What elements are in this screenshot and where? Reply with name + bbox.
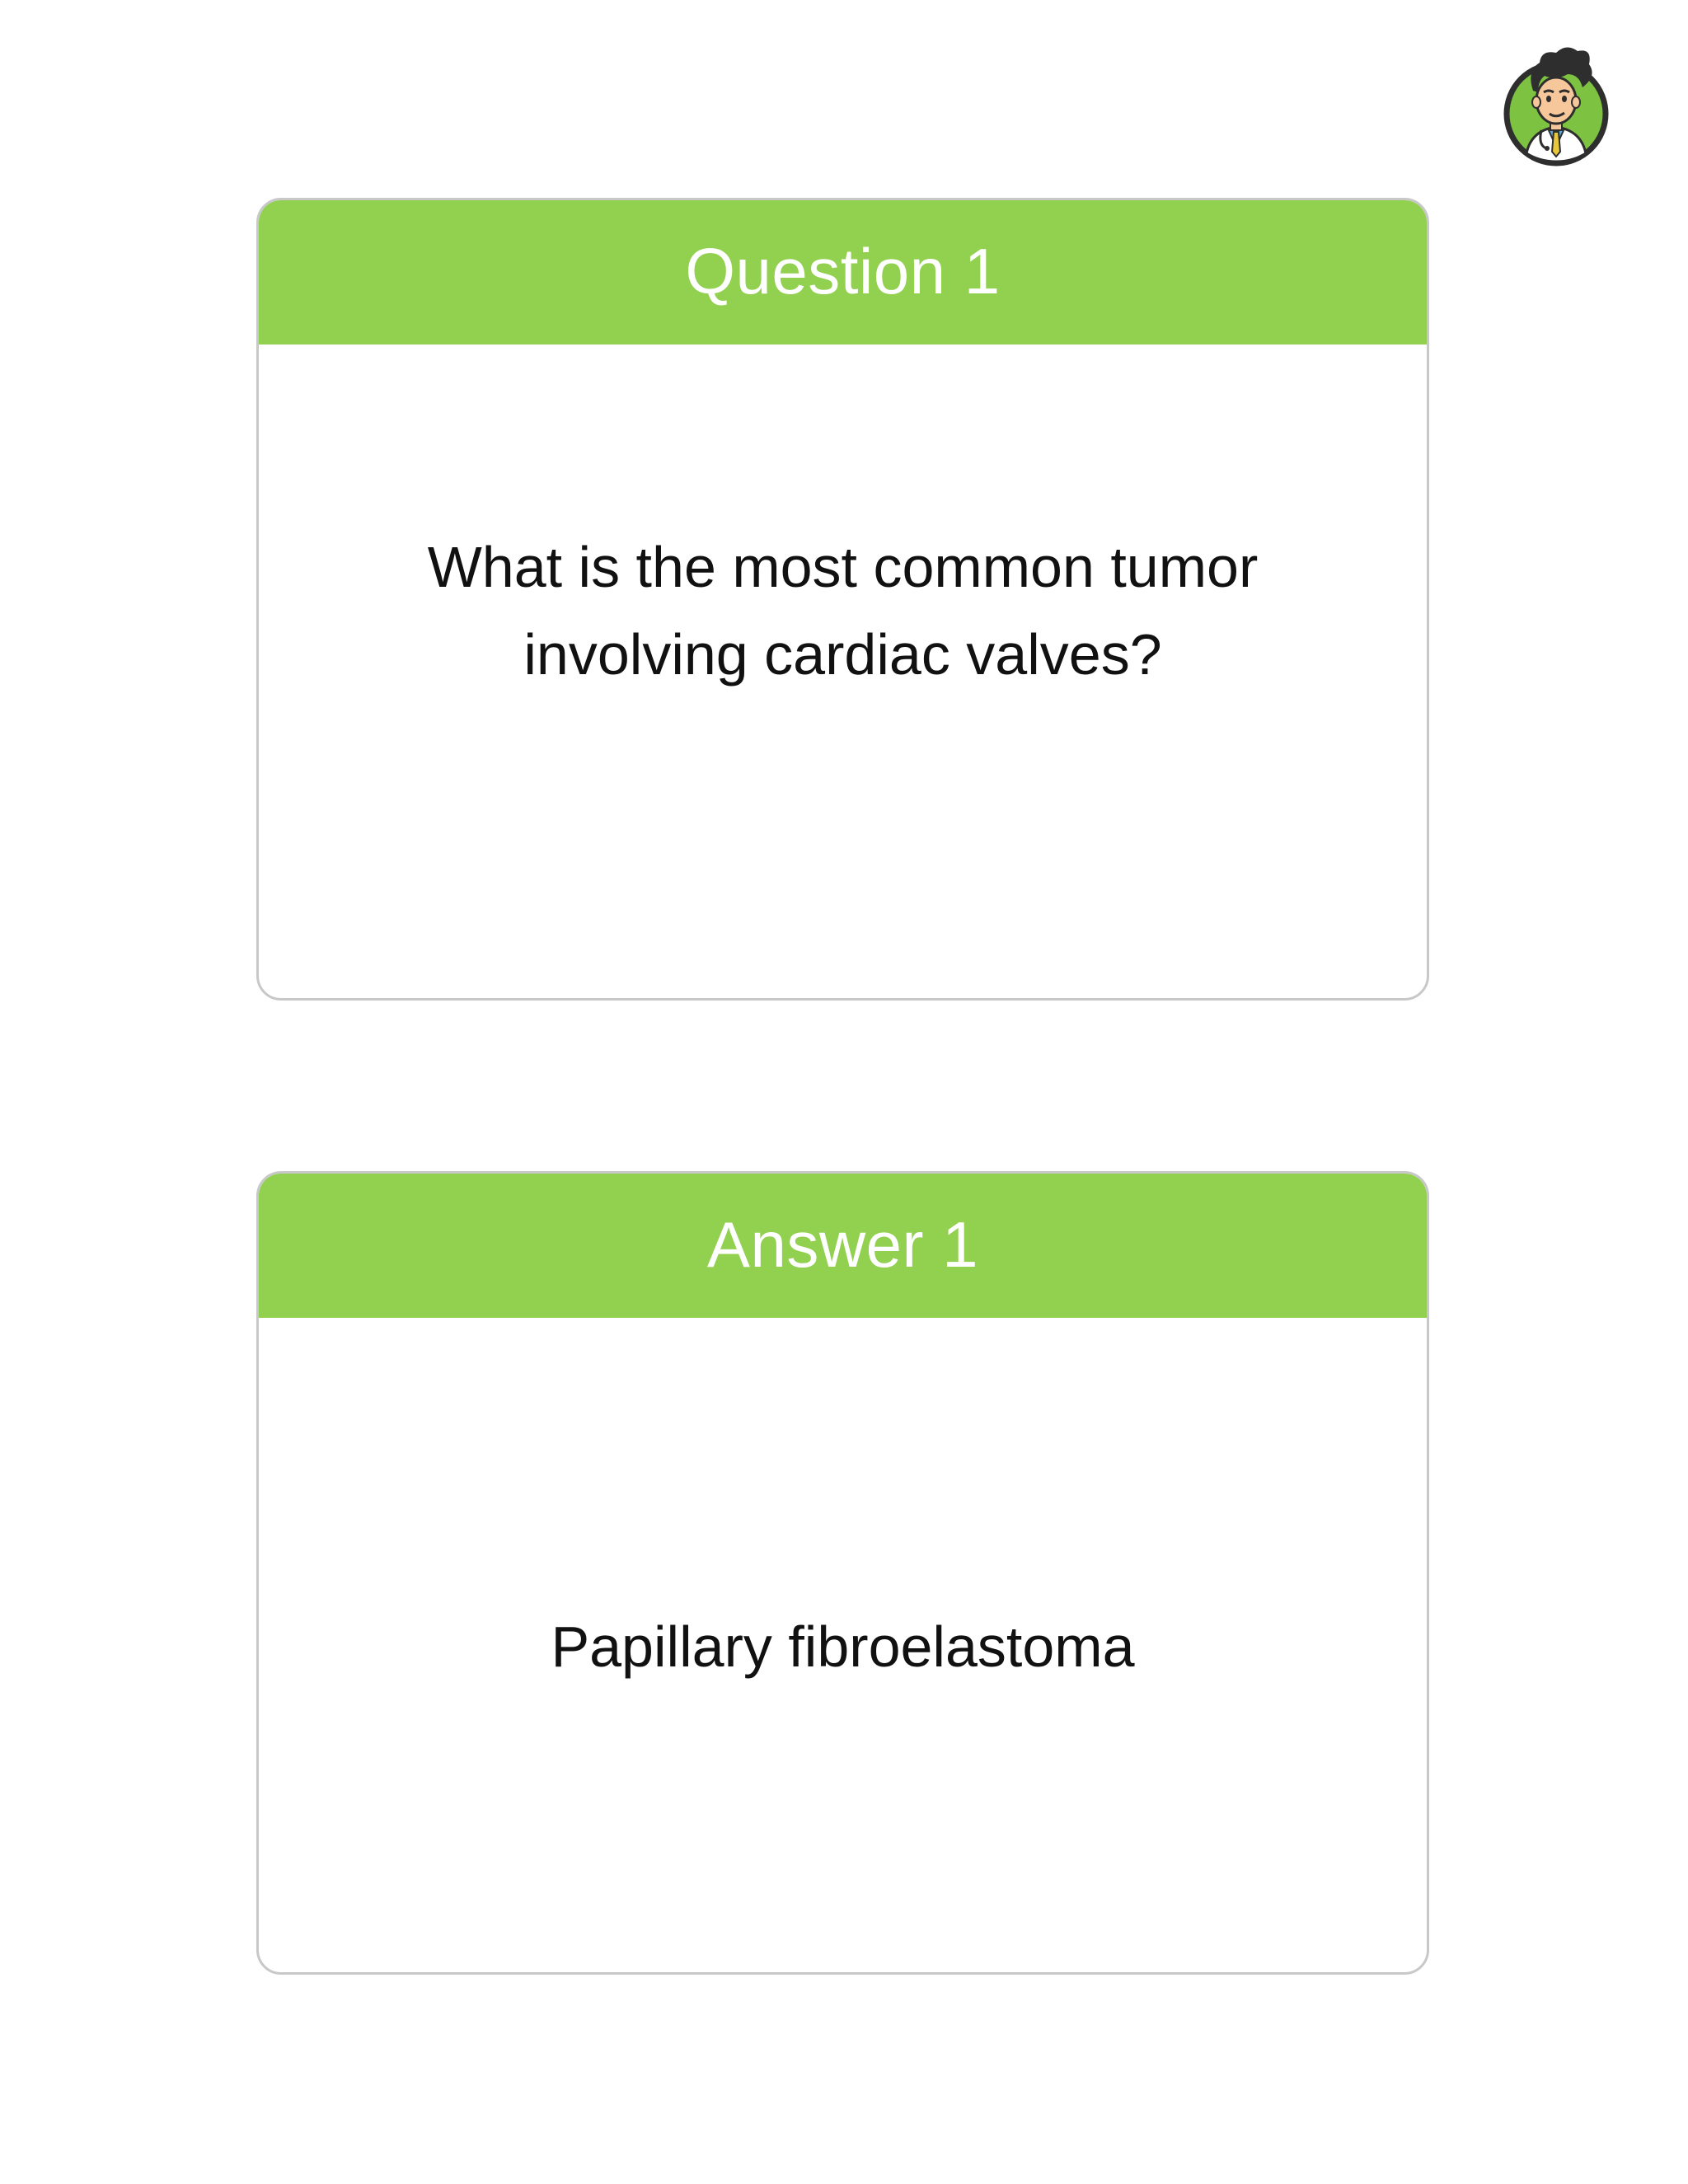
question-card-header bbox=[256, 198, 1429, 344]
answer-text: Papillary fibroelastoma bbox=[551, 1614, 1135, 1679]
answer-card bbox=[256, 1171, 1429, 1975]
answer-title: Answer 1 bbox=[706, 1207, 979, 1281]
question-card-body bbox=[259, 347, 1427, 998]
question-card bbox=[256, 198, 1429, 1001]
question-text: What is the most common tumor involving cardiac valves? bbox=[427, 535, 1259, 687]
question-title: Question 1 bbox=[685, 234, 1001, 307]
answer-card-header bbox=[256, 1171, 1429, 1318]
doctor-mascot-icon bbox=[1502, 38, 1619, 170]
answer-card-body bbox=[259, 1320, 1427, 1972]
